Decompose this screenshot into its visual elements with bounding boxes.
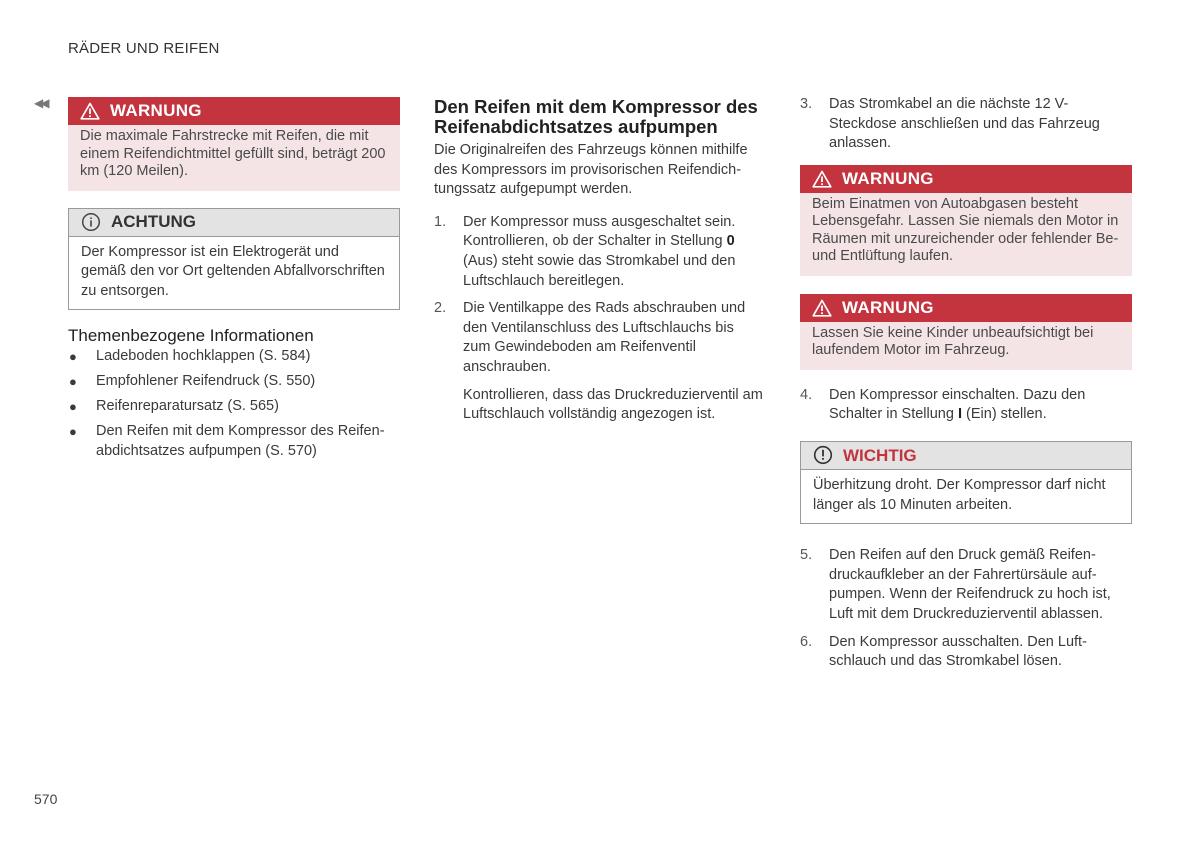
warning-title: WARNUNG: [110, 101, 202, 121]
warning-title: WARNUNG: [842, 168, 934, 188]
important-box-overheat: [800, 441, 1132, 524]
caution-text: Der Kompressor ist ein Elektrogerät und gemäß den vor Ort geltenden Abfallvorschriften zu entsorgen.: [81, 243, 385, 299]
warning-box-children: [800, 294, 1132, 370]
section-title: Den Reifen mit dem Kompressor des Reifenabdichtsatzes aufpumpen: [434, 96, 758, 137]
exclamation-circle-icon: [813, 445, 833, 465]
important-title: WICHTIG: [843, 445, 917, 465]
caution-title: ACHTUNG: [111, 212, 196, 232]
caution-box-disposal: [68, 208, 400, 311]
important-text: Überhitzung droht. Der Kompressor darf nicht länger als 10 Minuten arbeiten.: [813, 476, 1106, 513]
steps-list-3: [800, 386, 1132, 425]
related-link[interactable]: ● Ladeboden hochklappen (S. 584): [69, 347, 311, 364]
warning-triangle-icon: [812, 170, 832, 188]
warning-triangle-icon: [80, 102, 100, 120]
column-right: [800, 95, 1132, 680]
steps-list-1: [434, 213, 764, 425]
warning-header: [800, 165, 1132, 193]
steps-list-4: [800, 546, 1132, 672]
step-item: 4. Den Kompressor einschalten. Dazu den Schalter in Stellung I (Ein) stellen.: [800, 386, 1086, 423]
warning-text: Beim Einatmen von Autoabgasen besteht Lebensgefahr. Lassen Sie niemals den Motor in Räumen mit unzureichender oder fehlender Be- und Entlüftung laufen.: [812, 195, 1119, 265]
related-info: [68, 326, 400, 461]
steps-list-2: [800, 95, 1132, 154]
column-left: [68, 97, 400, 467]
related-link[interactable]: ● Reifenreparatursatz (S. 565): [69, 398, 279, 415]
intro-text: Die Originalreifen des Fahrzeugs können mithilfe des Kompressors im provisorischen Reifendichtungssatz aufgepumpt werden.: [434, 142, 748, 198]
column-middle: [434, 97, 764, 433]
caution-header: [69, 209, 399, 237]
warning-title: WARNUNG: [842, 297, 934, 317]
warning-box-exhaust: [800, 165, 1132, 276]
warning-text: Lassen Sie keine Kinder unbeaufsichtigt bei laufendem Motor im Fahrzeug.: [812, 324, 1094, 359]
warning-text: Die maximale Fahrstrecke mit Reifen, die mit einem Reifendichtmittel gefüllt sind, beträgt 200 km (120 Meilen).: [80, 128, 386, 179]
info-circle-icon: [81, 212, 101, 232]
step-item: 3. Das Stromkabel an die nächste 12 V-Steckdose anschließen und das Fahrzeug anlassen.: [800, 96, 1100, 152]
step-item: 1. Der Kompressor muss ausgeschaltet sein. Kontrollieren, ob der Schalter in Stellung 0 (Aus) steht sowie das Stromkabel und den Luftschlauch bereitlegen.: [434, 213, 736, 289]
related-info-list: [68, 347, 400, 462]
step-note: Kontrollieren, dass das Druckreduzierventil am Luftschlauch vollständig angezogen ist.: [463, 386, 763, 423]
step-item: 5. Den Reifen auf den Druck gemäß Reifendruckaufkleber an der Fahrertürsäule aufpumpen. Wenn der Reifendruck zu hoch ist, Luft mit dem Druckreduzierventil ablassen.: [800, 547, 1111, 622]
page-number: 570: [34, 791, 58, 807]
related-link[interactable]: ● Den Reifen mit dem Kompressor des Reifenabdichtsatzes aufpumpen (S. 570): [69, 423, 385, 460]
warning-header: [68, 97, 400, 125]
back-arrows-icon[interactable]: ◀◀: [34, 96, 47, 110]
section-header: RÄDER UND REIFEN: [68, 40, 220, 57]
warning-triangle-icon: [812, 299, 832, 317]
important-header: [801, 442, 1131, 470]
warning-header: [800, 294, 1132, 322]
step-item: 6. Den Kompressor ausschalten. Den Luftschlauch und das Stromkabel lösen.: [800, 633, 1087, 670]
warning-box-distance: [68, 97, 400, 191]
related-info-title: Themenbezogene Informationen: [68, 326, 314, 346]
step-item: 2. Die Ventilkappe des Rads abschrauben und den Ventilanschluss des Luftschlauchs bis zum Gewindeboden am Reifenventil anschrauben. Kontrollieren, dass das Druckreduzierventil am Luftschlauch vollständig angezogen ist.: [434, 299, 764, 425]
switch-position-off: 0: [726, 233, 735, 250]
switch-position-on: I: [957, 406, 962, 423]
related-link[interactable]: ● Empfohlener Reifendruck (S. 550): [69, 373, 316, 390]
